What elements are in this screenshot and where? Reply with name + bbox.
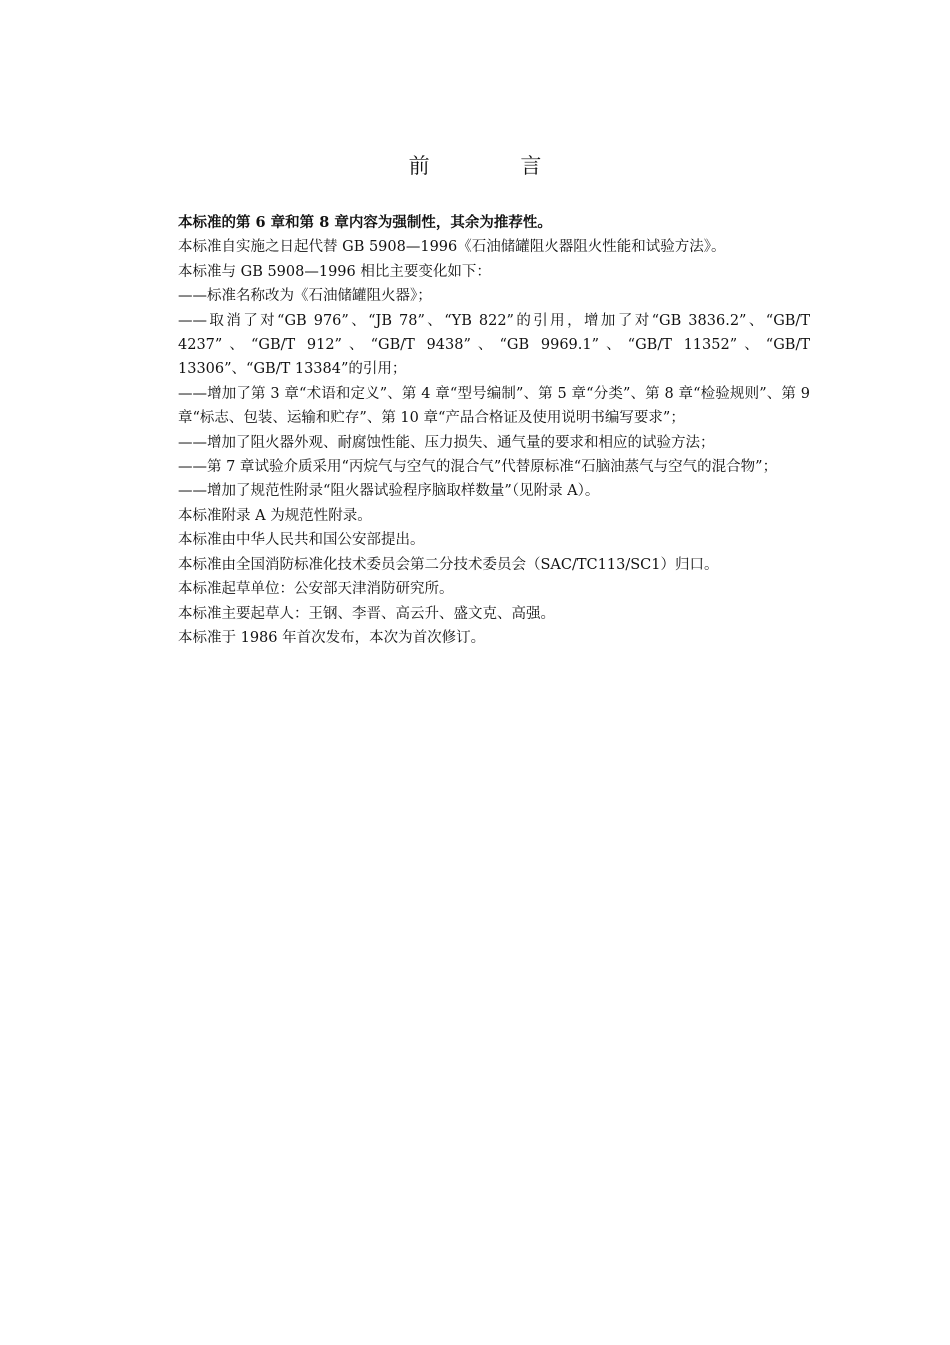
change-item: ——取消了对“GB 976”、“JB 78”、“YB 822”的引用，增加了对“GB 3836.2”、“GB/T 4237”、“GB/T 912”、“GB/T 9438”、“GB 9969.1”、“GB/T 11352”、“GB/T 13306”、“GB/T 13384”的引用； [178,312,810,378]
paragraph-history: 本标准于 1986 年首次发布，本次为首次修订。 [178,629,486,646]
change-item: ——增加了阻火器外观、耐腐蚀性能、压力损失、通气量的要求和相应的试验方法； [178,434,715,451]
paragraph-replacement: 本标准自实施之日起代替 GB 5908—1996《石油储罐阻火器阻火性能和试验方法》。 [178,239,726,256]
paragraph-mandatory-note: 本标准的第 6 章和第 8 章内容为强制性，其余为推荐性。 [178,214,552,231]
paragraph-appendix: 本标准附录 A 为规范性附录。 [178,507,372,524]
paragraph-administrator: 本标准由全国消防标准化技术委员会第二分技术委员会（SAC/TC113/SC1）归口。 [178,556,719,573]
paragraph-proposer: 本标准由中华人民共和国公安部提出。 [178,532,425,549]
change-item: ——增加了第 3 章“术语和定义”、第 4 章“型号编制”、第 5 章“分类”、第 8 章“检验规则”、第 9 章“标志、包装、运输和贮存”、第 10 章“产品合格证及使用说明书编写要求”； [178,385,810,427]
change-item: ——第 7 章试验介质采用“丙烷气与空气的混合气”代替原标准“石脑油蒸气与空气的混合物”； [178,459,778,476]
change-item: ——增加了规范性附录“阻火器试验程序脑取样数量”（见附录 A）。 [178,483,600,500]
document-body [178,211,810,650]
page-title: 前 言 [408,154,584,178]
paragraph-drafters: 本标准主要起草人：王钢、李晋、高云升、盛文克、高强。 [178,605,555,622]
paragraph-drafting-unit: 本标准起草单位：公安部天津消防研究所。 [178,581,454,598]
paragraph-changes-intro: 本标准与 GB 5908—1996 相比主要变化如下： [178,263,491,280]
change-item: ——标准名称改为《石油储罐阻火器》； [178,288,432,305]
